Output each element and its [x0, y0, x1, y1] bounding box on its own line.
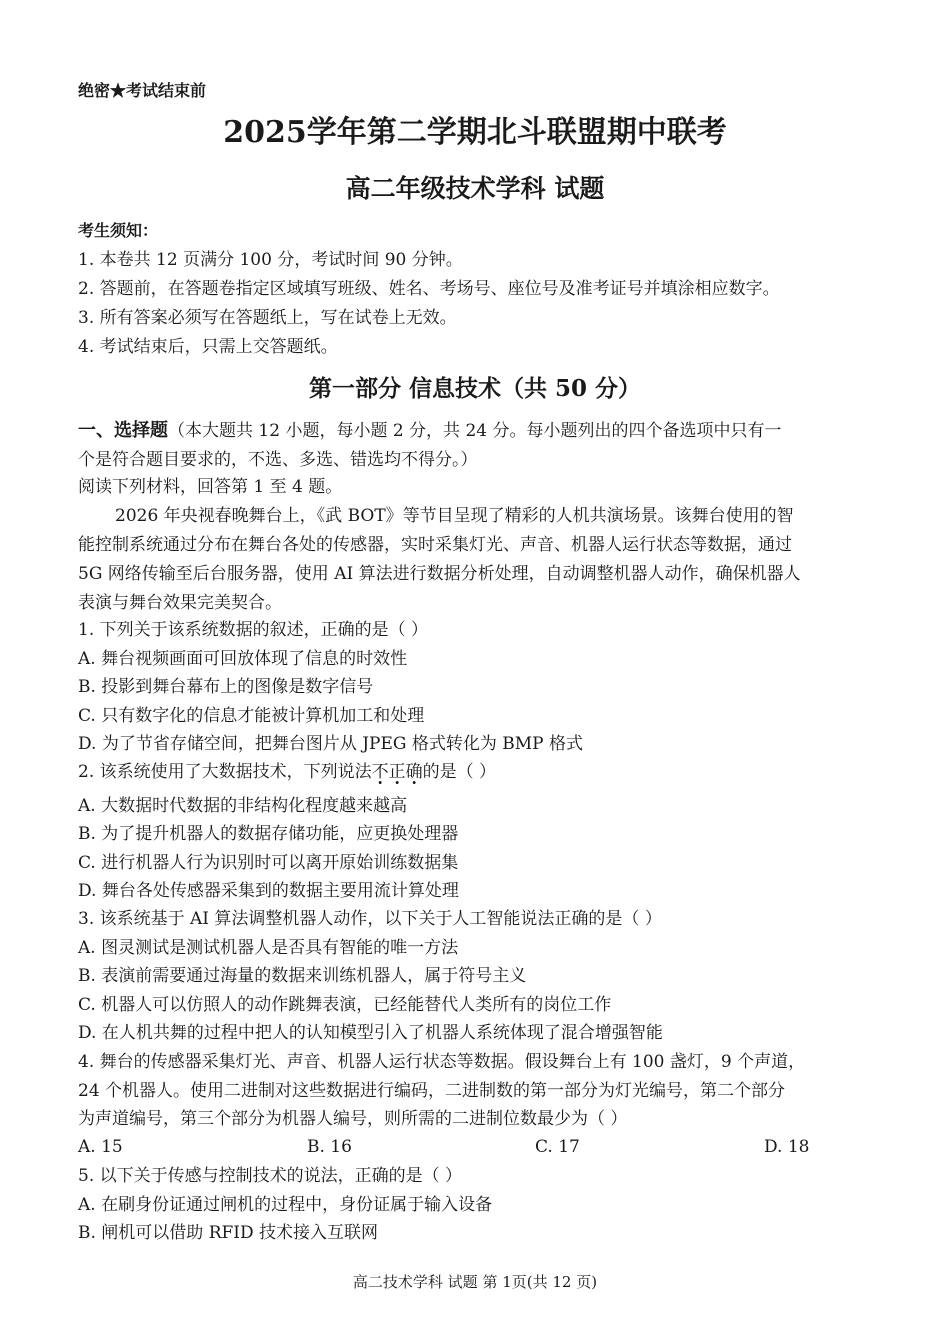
question-option: A. 在刷身份证通过闸机的过程中，身份证属于输入设备: [78, 1195, 493, 1215]
section-intro-line: 个是符合题目要求的，不选、多选、错选均不得分。）: [78, 450, 478, 470]
material-paragraph: 2026 年央视春晚舞台上，《武 BOT》等节目呈现了精彩的人机共演场景。该舞台使用的智: [115, 506, 794, 526]
question-option: B. 16: [307, 1137, 352, 1157]
question-option: B. 表演前需要通过海量的数据来训练机器人，属于符号主义: [78, 966, 527, 986]
notice-item: 3. 所有答案必须写在答题纸上，写在试卷上无效。: [78, 308, 457, 328]
question-3-stem: 3. 该系统基于 AI 算法调整机器人动作，以下关于人工智能说法正确的是（ ）: [78, 909, 662, 929]
question-4-stem: 24 个机器人。使用二进制对这些数据进行编码，二进制数的第一部分为灯光编号，第二个部分: [78, 1081, 786, 1101]
question-option: C. 机器人可以仿照人的动作跳舞表演，已经能替代人类所有的岗位工作: [78, 995, 612, 1015]
emphasis-char: 确: [405, 762, 423, 782]
notice-item: 1. 本卷共 12 页满分 100 分，考试时间 90 分钟。: [78, 250, 463, 270]
question-option: B. 投影到舞台幕布上的图像是数字信号: [78, 677, 374, 697]
question-option: B. 为了提升机器人的数据存储功能，应更换处理器: [78, 824, 459, 844]
stem-text: 的是（ ）: [422, 762, 497, 782]
question-option: A. 舞台视频画面可回放体现了信息的时效性: [78, 649, 408, 669]
section-intro-line: [78, 420, 782, 442]
notice-heading: 考生须知：: [78, 221, 159, 240]
question-option: C. 只有数字化的信息才能被计算机加工和处理: [78, 706, 425, 726]
exam-subtitle: 高二年级技术学科 试题: [345, 174, 605, 203]
notice-item: 4. 考试结束后，只需上交答题纸。: [78, 337, 338, 357]
question-4-stem: 4. 舞台的传感器采集灯光、声音、机器人运行状态等数据。假设舞台上有 100 盏灯，9 个声道，: [78, 1052, 806, 1072]
question-option: D. 为了节省存储空间，把舞台图片从 JPEG 格式转化为 BMP 格式: [78, 734, 584, 754]
part-one-heading: 第一部分 信息技术（共 50 分）: [308, 375, 642, 402]
material-paragraph: 5G 网络传输至后台服务器，使用 AI 算法进行数据分析处理，自动调整机器人动作，确保机器人: [78, 564, 801, 584]
question-option: D. 舞台各处传感器采集到的数据主要用流计算处理: [78, 881, 459, 901]
question-option: D. 在人机共舞的过程中把人的认知模型引入了机器人系统体现了混合增强智能: [78, 1023, 663, 1043]
stem-text: 2. 该系统使用了大数据技术，下列说法: [78, 762, 372, 782]
question-option: A. 15: [78, 1137, 123, 1157]
question-option: D. 18: [764, 1137, 810, 1157]
emphasis-char: 正: [388, 762, 406, 782]
question-option: A. 大数据时代数据的非结构化程度越来越高: [78, 796, 408, 816]
section-instructions: （本大题共 12 小题，每小题 2 分，共 24 分。每小题列出的四个备选项中只有一: [168, 421, 782, 441]
question-option: C. 17: [535, 1137, 580, 1157]
exam-title: 2025学年第二学期北斗联盟期中联考: [223, 115, 727, 150]
question-5-stem: 5. 以下关于传感与控制技术的说法，正确的是（ ）: [78, 1166, 463, 1186]
emphasis-char: 不: [371, 762, 389, 782]
question-1-stem: 1. 下列关于该系统数据的叙述，正确的是（ ）: [78, 620, 429, 640]
page-footer: 高二技术学科 试题 第 1页(共 12 页): [352, 1273, 598, 1291]
question-option: B. 闸机可以借助 RFID 技术接入互联网: [78, 1223, 379, 1243]
question-option: A. 图灵测试是测试机器人是否具有智能的唯一方法: [78, 938, 459, 958]
question-2-stem: [78, 761, 496, 783]
notice-item: 2. 答题前，在答题卷指定区域填写班级、姓名、考场号、座位号及准考证号并填涂相应数字。: [78, 279, 780, 299]
reading-instruction: 阅读下列材料，回答第 1 至 4 题。: [78, 477, 343, 497]
confidential-label: 绝密★考试结束前: [78, 81, 207, 100]
material-paragraph: 能控制系统通过分布在舞台各处的传感器，实时采集灯光、声音、机器人运行状态等数据，通过: [78, 535, 792, 555]
section-label: 一、选择题: [78, 420, 168, 441]
question-option: C. 进行机器人行为识别时可以离开原始训练数据集: [78, 853, 459, 873]
question-4-stem: 为声道编号，第三个部分为机器人编号，则所需的二进制位数最少为（ ）: [78, 1109, 628, 1129]
material-paragraph: 表演与舞台效果完美契合。: [78, 593, 282, 613]
